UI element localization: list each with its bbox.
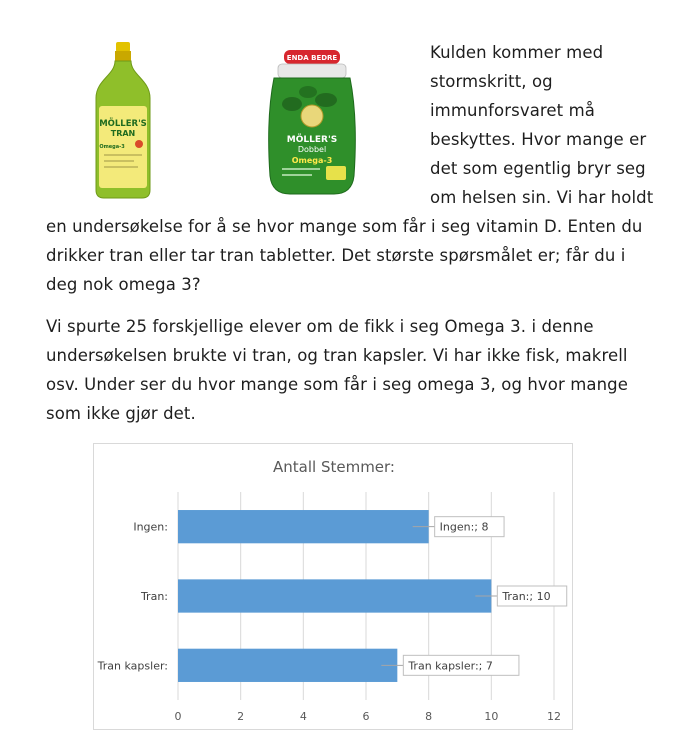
category-label: Tran: [140, 590, 168, 603]
bar [178, 579, 491, 612]
votes-chart-svg [94, 444, 574, 731]
capsule-line-text: Omega-3 [291, 156, 333, 165]
x-tick-label: 12 [547, 710, 561, 723]
bottle-name-text: TRAN [110, 129, 136, 138]
bottle-brand-text: MÖLLER'S [99, 119, 147, 129]
chart-x-ticks [175, 710, 562, 723]
capsule-name-text: Dobbel [297, 145, 327, 154]
x-tick-label: 2 [237, 710, 245, 723]
x-tick-label: 0 [174, 710, 182, 723]
data-label: Tran:; 10 [502, 590, 551, 603]
chart-title: Antall Stemmer: [273, 458, 395, 476]
intro-text: Kulden kommer med stormskritt, og immunforsvaret må beskyttes. Hvor mange er det som egentlig bryr seg om helsen sin. Vi har holdt en undersøkelse for å se hvor mange som får i seg vitamin D. Enten du drikker tran eller tar tran tabletter. Det største spørsmålet er; får du i deg nok omega 3? [46, 43, 654, 294]
intro-paragraph [46, 38, 661, 299]
bar [178, 649, 397, 682]
bar [178, 510, 429, 543]
category-label: Tran kapsler: [97, 659, 168, 673]
x-tick-label: 4 [299, 710, 307, 723]
x-tick-label: 6 [362, 710, 370, 723]
method-paragraph: Vi spurte 25 forskjellige elever om de fikk i seg Omega 3. i denne undersøkelsen brukte vi tran, og tran kapsler. Vi har ikke fisk, makrell osv. Under ser du hvor mange som får i seg omega 3, og hvor mange som ikke gjør det. [46, 317, 628, 423]
capsule-banner-text: ENDA BEDRE [286, 54, 338, 62]
data-label: Tran kapsler:; 7 [408, 659, 493, 673]
bottle-line-text: Omega-3 [99, 144, 125, 150]
x-tick-label: 10 [484, 710, 499, 723]
capsule-brand-text: MÖLLER'S [286, 135, 338, 145]
image-spacer [46, 38, 430, 212]
data-label: Ingen:; 8 [439, 520, 489, 534]
x-tick-label: 8 [425, 710, 433, 723]
votes-chart [93, 443, 573, 730]
category-label: Ingen: [133, 520, 168, 534]
chart-category-labels [97, 521, 168, 673]
